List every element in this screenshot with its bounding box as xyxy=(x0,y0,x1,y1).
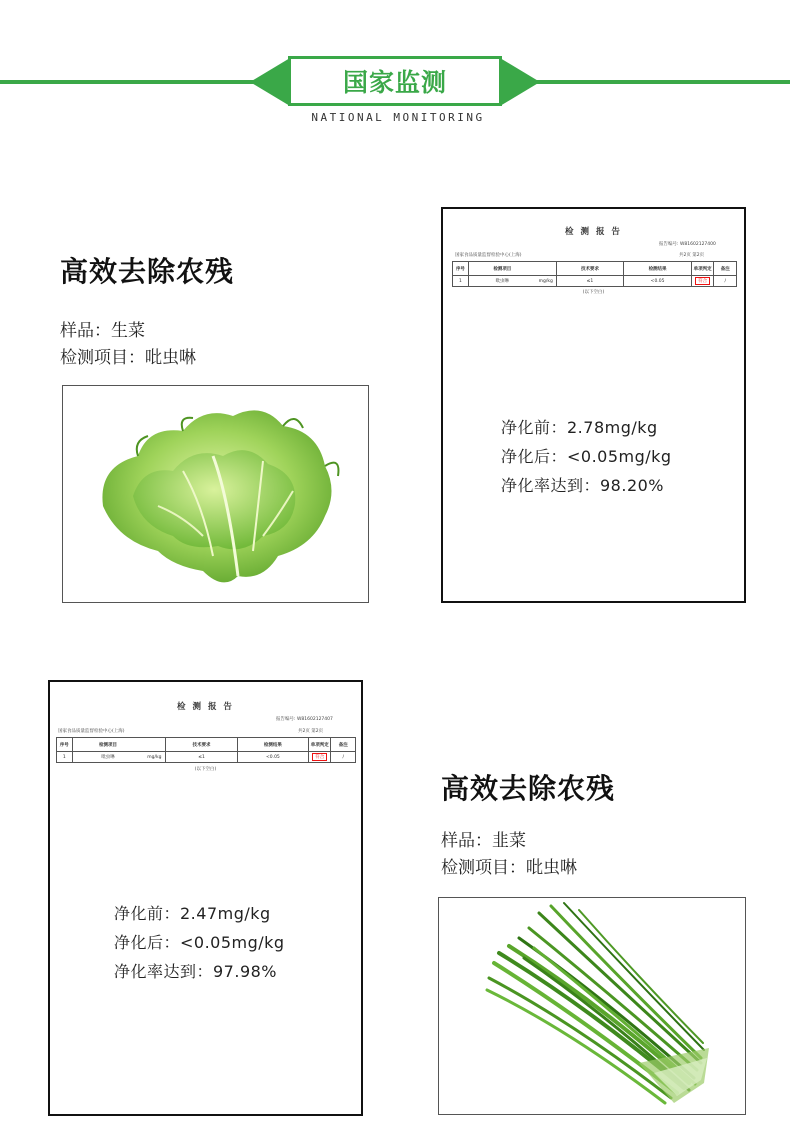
sample1-sample-label: 样品：生菜 xyxy=(60,321,145,341)
report1-table xyxy=(452,261,737,287)
report1-after: 净化后：<0.05mg/kg xyxy=(501,447,672,466)
lettuce-icon xyxy=(63,386,369,603)
chives-photo xyxy=(438,897,746,1115)
report2-col-note: 备注 xyxy=(331,738,356,752)
report2-judge-mark: 符合 xyxy=(312,753,327,761)
report2-cell-note: / xyxy=(331,752,356,763)
report1-rate: 净化率达到：98.20% xyxy=(501,476,665,495)
report2-cell-req: ≤1 xyxy=(166,752,237,763)
report2-title: 检 测 报 告 xyxy=(177,702,234,712)
report1-judge-mark: 符合 xyxy=(695,277,710,285)
report1-title: 检 测 报 告 xyxy=(565,227,622,237)
report1-before: 净化前：2.78mg/kg xyxy=(501,418,658,437)
sample2-sample-label: 样品：韭菜 xyxy=(441,831,526,851)
header-line-right xyxy=(525,80,790,84)
report2-col-item: 检测项目 xyxy=(72,738,143,752)
report-1 xyxy=(441,207,746,603)
chives-icon xyxy=(439,898,746,1115)
sample1-title: 高效去除农残 xyxy=(60,255,235,288)
report1-number: 报告编号: W81602127400 xyxy=(659,242,716,247)
report2-col-no: 序号 xyxy=(57,738,73,752)
report2-after: 净化后：<0.05mg/kg xyxy=(114,933,285,952)
report1-cell-req: ≤1 xyxy=(556,276,624,287)
sample2-item-label: 检测项目：吡虫啉 xyxy=(441,858,577,878)
report1-cell-no: 1 xyxy=(453,276,469,287)
report2-col-result: 检测结果 xyxy=(237,738,308,752)
report1-org: 国家食品质量监督检验中心(上海) xyxy=(455,253,522,258)
table-row xyxy=(57,752,356,763)
header-title-box xyxy=(288,56,502,106)
report2-cell-judge xyxy=(309,752,331,763)
report2-cell-result: <0.05 xyxy=(237,752,308,763)
report2-col-unit xyxy=(144,738,166,752)
header-title: 国家监测 xyxy=(291,59,499,103)
report-2 xyxy=(48,680,363,1116)
report1-table-header xyxy=(453,262,737,276)
header-subtitle: NATIONAL MONITORING xyxy=(311,111,485,124)
report1-blank: (以下空白) xyxy=(582,290,605,295)
report1-cell-note: / xyxy=(714,276,737,287)
report2-number: 报告编号: W81602127407 xyxy=(276,717,333,722)
report1-col-no: 序号 xyxy=(453,262,469,276)
lettuce-photo xyxy=(62,385,369,603)
table-row xyxy=(453,276,737,287)
report1-col-note: 备注 xyxy=(714,262,737,276)
report2-blank: (以下空白) xyxy=(194,767,217,772)
header-arrow-right-icon xyxy=(500,58,540,106)
report2-rate: 净化率达到：97.98% xyxy=(114,962,278,981)
report1-cell-unit: mg/kg xyxy=(536,276,556,287)
report1-cell-result: <0.05 xyxy=(624,276,692,287)
report2-page: 共2页 第2页 xyxy=(298,729,324,734)
report2-table-header xyxy=(57,738,356,752)
report1-col-item: 检测项目 xyxy=(468,262,536,276)
sample1-item-label: 检测项目：吡虫啉 xyxy=(60,348,196,368)
report2-col-req: 技术要求 xyxy=(166,738,237,752)
report2-cell-no: 1 xyxy=(57,752,73,763)
report1-page: 共2页 第2页 xyxy=(679,253,705,258)
report1-col-req: 技术要求 xyxy=(556,262,624,276)
sample2-title: 高效去除农残 xyxy=(441,772,616,805)
report1-cell-judge xyxy=(691,276,714,287)
report2-col-judge: 单项判定 xyxy=(309,738,331,752)
report2-table xyxy=(56,737,356,763)
report2-before: 净化前：2.47mg/kg xyxy=(114,904,271,923)
report2-cell-unit: mg/kg xyxy=(144,752,166,763)
report2-org: 国家食品质量监督检验中心(上海) xyxy=(58,729,125,734)
header-line-left xyxy=(0,80,265,84)
report2-cell-item: 吡虫啉 xyxy=(72,752,143,763)
report1-col-unit xyxy=(536,262,556,276)
header-arrow-left-icon xyxy=(250,58,290,106)
report1-col-result: 检测结果 xyxy=(624,262,692,276)
report1-col-judge: 单项判定 xyxy=(691,262,714,276)
report1-cell-item: 吡虫啉 xyxy=(468,276,536,287)
